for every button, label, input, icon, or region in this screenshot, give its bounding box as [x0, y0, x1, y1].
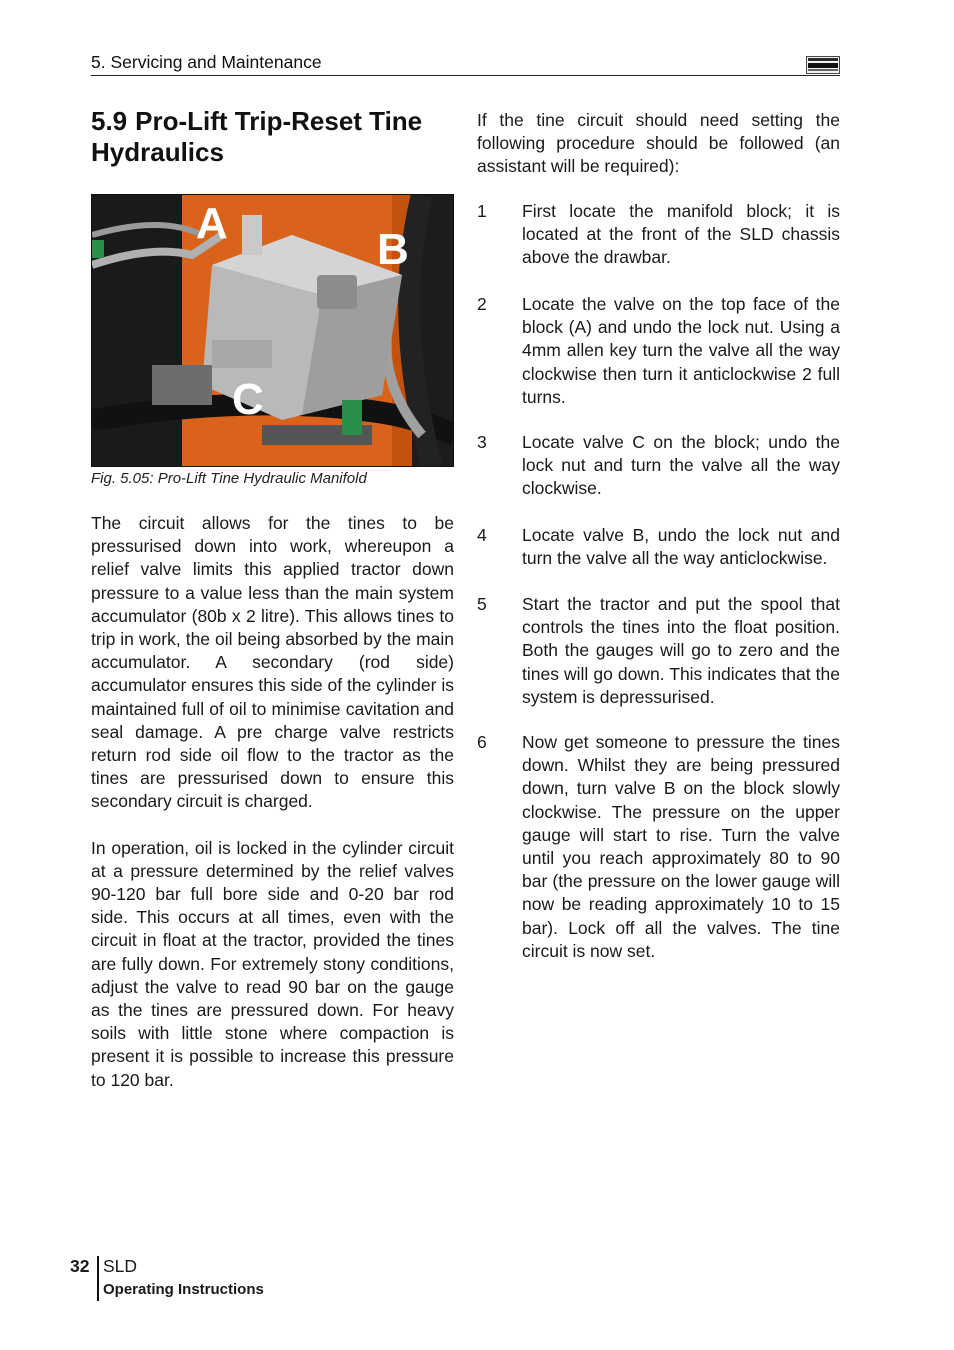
step-text: First locate the manifold block; it is located at the front of the SLD chassis above the drawbar. — [522, 201, 840, 268]
step-number: 6 — [477, 732, 487, 752]
left-column-text — [91, 512, 454, 1115]
logo-stripe — [808, 58, 838, 61]
step-text: Locate valve B, undo the lock nut and turn the valve all the way anticlockwise. — [522, 525, 840, 569]
paragraph: In operation, oil is locked in the cylinder circuit at a pressure determined by the relief valves 90-120 bar full bore side and 0-20 bar rod side. This occurs at all times, even with the circuit in float at the tractor, provided the tines are fully down. For extremely stony conditions, adjust the valve to read 90 bar on the gauge as the tines are pressured down. For heavy soils with little stone where compaction is present it is possible to increase this pressure to 120 bar. — [91, 837, 454, 1090]
running-header: 5. Servicing and Maintenance — [91, 52, 322, 72]
section-number: 5.9 — [91, 106, 128, 136]
header-rule — [91, 75, 840, 76]
step-number: 2 — [477, 294, 487, 314]
step-number: 5 — [477, 594, 487, 614]
figure-label-c: C — [232, 375, 264, 424]
footer-document-title: Operating Instructions — [103, 1281, 264, 1298]
footer-divider — [97, 1256, 99, 1301]
manifold-photo — [91, 194, 454, 467]
footer-model: SLD — [103, 1256, 138, 1276]
simba-logo-icon — [806, 56, 840, 74]
page-number: 32 — [70, 1256, 90, 1276]
step-text: Locate valve C on the block; undo the lock nut and turn the valve all the way clockwise. — [522, 432, 840, 499]
procedure-intro — [477, 109, 840, 179]
section-heading: Pro-Lift Trip-Reset Tine Hydraulics — [91, 106, 423, 167]
figure-label-b: B — [377, 225, 409, 274]
figure-caption: Fig. 5.05: Pro-Lift Tine Hydraulic Manifold — [91, 470, 367, 487]
step-text: Locate the valve on the top face of the block (A) and undo the lock nut. Using a 4mm allen key turn the valve all the way clockwise then turn it anticlockwise 2 full turns. — [522, 294, 840, 407]
step-number: 4 — [477, 525, 487, 545]
paragraph: If the tine circuit should need setting the following procedure should be followed (an assistant will be required): — [477, 110, 840, 177]
step-number: 1 — [477, 201, 487, 221]
paragraph: The circuit allows for the tines to be pressurised down into work, whereupon a relief valve limits this applied tractor down pressure to a value less than the main system accumulator (80b x 2 litre). This allows tines to trip in work, the oil being absorbed by the main accumulator. A secondary (rod side) accumulator ensures this side of the cylinder is maintained full of oil to minimise cavitation and seal damage. A pre charge valve restricts return rod side oil flow to the tractor as the tines are pressurised down to ensure this secondary circuit is charged. — [91, 513, 454, 812]
section-title — [91, 106, 461, 168]
figure-label-a: A — [196, 199, 228, 248]
logo-stripe — [808, 63, 838, 68]
step-number: 3 — [477, 432, 487, 452]
logo-stripe — [808, 69, 838, 71]
step-text: Now get someone to pressure the tines down. Whilst they are being pressured down, turn valve B on the block slowly clockwise. The pressure on the upper gauge will start to rise. Turn the valve until you reach approximately 80 to 90 bar (the pressure on the lower gauge will now be reading approximately 10 to 15 bar). Lock off all the valves. The tine circuit is now set. — [522, 732, 840, 961]
step-text: Start the tractor and put the spool that controls the tines into the float position. Both the gauges will go to zero and the tines will go down. This indicates that the system is depressurised. — [522, 594, 840, 707]
